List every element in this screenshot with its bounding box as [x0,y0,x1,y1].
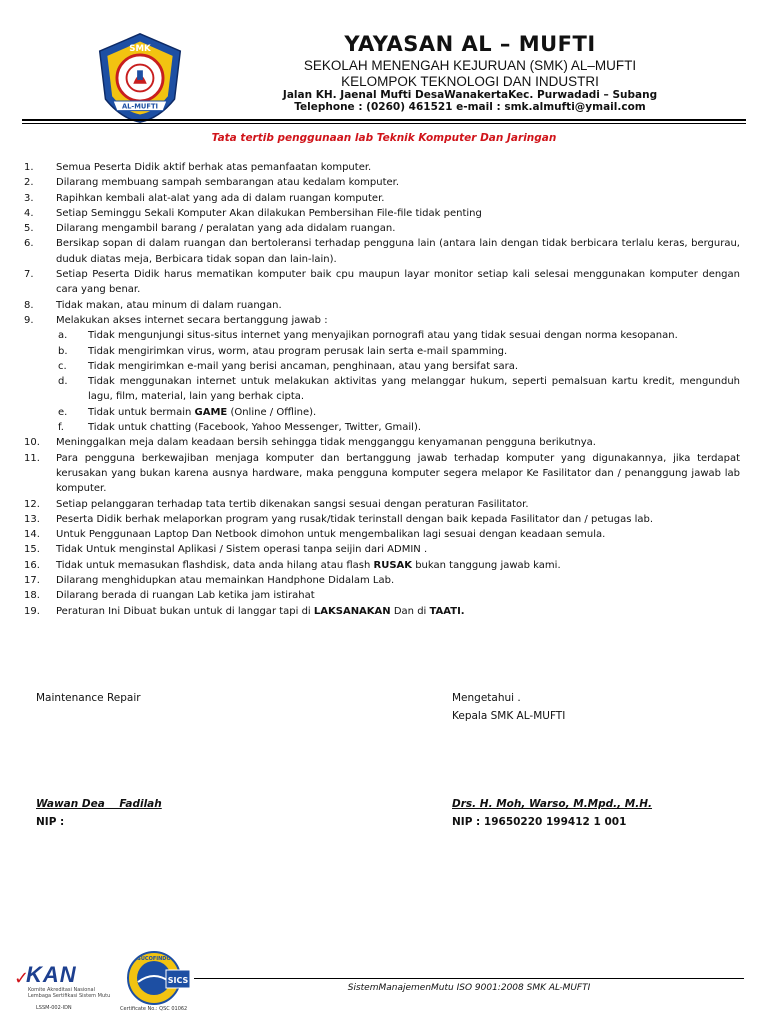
list-number: 2. [24,177,34,189]
list-item [24,435,740,450]
sub-list-letter: e. [58,406,68,418]
school-address: Jalan KH. Jaenal Mufti DesaWanakertaKec. Purwadadi – Subang [282,89,658,102]
list-text: Dilarang berada di ruangan Lab ketika jam istirahat [56,590,315,602]
list-text: Para pengguna berkewajiban menjaga komputer dan bertanggung jawab terhadap komputer yang digunakannya, jika terdapat kerusakan yang bukan karena ausnya hardware, maka pengguna komputer segera melapor Ke Fasilitator dan / penanggung jawab lab komputer. [56,452,740,495]
kan-logo-text: KAN [26,962,77,987]
rules-list [24,160,740,619]
list-item [24,267,740,298]
list-number: 13. [24,513,40,525]
list-item [24,221,740,236]
list-number: 1. [24,162,34,173]
list-text: Melakukan akses internet secara bertanggung jawab : [56,314,328,326]
sub-list-item [24,405,740,420]
sub-list-item [24,359,740,374]
emphasis-text: GAME [194,406,228,418]
sub-list-letter: f. [58,422,64,434]
list-text: Meninggalkan meja dalam keadaan bersih sehingga tidak mengganggu kenyamanan pengguna berikutnya. [56,437,596,449]
left-signatory-name: Wawan Dea Fadilah [36,798,162,810]
check-icon: ✓ [14,968,30,989]
list-text: Setiap Seminggu Sekali Komputer Akan dilakukan Pembersihan File-file tidak penting [56,207,482,219]
list-text: Tidak Untuk menginstal Aplikasi / Sistem operasi tanpa seijin dari ADMIN . [56,544,428,556]
list-item [24,160,740,175]
list-item [24,497,740,512]
list-number: 16. [24,559,40,571]
school-logo-icon [92,30,188,126]
list-text: Dilarang membuang sampah sembarangan atau kedalam komputer. [56,177,400,189]
logo-bottom-text: AL-MUFTI [121,102,159,111]
sub-list-text: Tidak untuk bermain [88,406,195,418]
school-group: KELOMPOK TEKNOLOGI DAN INDUSTRI [341,73,599,89]
sub-list-text: Tidak mengunjungi situs-situs internet yang menyajikan pornografi atau yang tidak sesuai dengan norma kesopanan. [88,330,678,342]
list-item [24,527,740,542]
sub-list-item [24,344,740,359]
list-text: Dilarang mengambil barang / peralatan yang ada didalam ruangan. [56,223,396,235]
sub-list-text: Tidak mengirimkan e-mail yang berisi ancaman, penghinaan, atau yang bersifat sara. [88,360,519,372]
sub-list-text: Tidak mengirimkan virus, worm, atau program perusak lain serta e-mail spamming. [88,345,508,357]
list-text: Setiap Peserta Didik harus mematikan komputer baik cpu maupun layar monitor setiap kali selesai menggunakan komputer dengan cara yang benar. [56,269,740,296]
header-divider-thick [22,119,746,121]
list-item [24,191,740,206]
right-signatory-role: Kepala SMK AL-MUFTI [452,710,566,722]
sucofindo-text: SUCOFINDO [137,956,171,962]
sub-list-text: Tidak menggunakan internet untuk melakukan aktivitas yang melanggar hukum, seperti pemalsuan kartu kredit, mengunduh lagu, film, material, lain yang berhak cipta. [88,376,740,403]
sub-list-letter: b. [58,345,68,357]
list-number: 15. [24,544,40,556]
header-divider-thin [22,123,746,124]
list-text: Bersikap sopan di dalam ruangan dan bertoleransi terhadap pengguna lain (antara lain dengan tidak berbicara terlalu keras, bergurau, duduk diatas meja, Berbicara tidak sopan dan lain-lain). [56,238,740,265]
quality-system-text: SistemManajemenMutu ISO 9001:2008 SMK AL-MUFTI [347,983,591,993]
kan-subtitle-2: Lembaga Sertifikasi Sistem Mutu [28,993,111,999]
sub-list-letter: d. [58,376,68,388]
kan-logo [14,962,124,1012]
foundation-name: YAYASAN AL – MUFTI [344,32,596,56]
list-text: Dilarang menghidupkan atau memainkan Handphone Didalam Lab. [56,575,395,587]
emphasis-text: LAKSANAKAN [313,605,391,617]
school-contact: Telephone : (0260) 461521 e-mail : smk.almufti@ymail.com [294,101,646,114]
sub-list-item [24,420,740,435]
sub-list-item [24,374,740,405]
right-signatory-nip: NIP : 19650220 199412 1 001 [452,816,627,828]
sub-list-letter: a. [58,330,68,342]
left-signatory-role: Maintenance Repair [36,692,141,704]
list-text: Untuk Penggunaan Laptop Dan Netbook dimohon untuk mengembalikan lagi sesuai dengan keadaan semula. [56,529,606,541]
list-item [24,588,740,603]
list-text: Peserta Didik berhak melaporkan program yang rusak/tidak terinstall dengan baik kepada Fasilitator dan / petugas lab. [56,513,654,525]
list-text: Semua Peserta Didik aktif berhak atas pemanfaatan komputer. [56,162,372,173]
list-text: Peraturan Ini Dibuat bukan untuk di langgar tapi di [56,605,314,617]
list-text: bukan tanggung jawab kami. [412,559,561,571]
sub-list-item [24,328,740,343]
logo-top-text: SMK [129,44,151,55]
list-item [24,604,740,619]
left-signatory-nip: NIP : [36,816,65,828]
sucofindo-seal-icon [124,950,194,1006]
list-number: 7. [24,269,34,281]
list-item [24,573,740,588]
list-text: Setiap pelanggaran terhadap tata tertib dikenakan sangsi sesuai dengan peraturan Fasilitator. [56,498,529,510]
footer-divider [194,978,744,979]
school-name: SEKOLAH MENENGAH KEJURUAN (SMK) AL–MUFTI [303,58,637,74]
list-number: 9. [24,314,34,326]
sub-list-text: (Online / Offline). [227,406,317,418]
certificate-number: Certificate No.: QSC 01062 [120,1006,188,1012]
letterhead [200,32,740,113]
list-number: 11. [24,452,40,464]
right-acknowledge-label: Mengetahui . [452,692,521,704]
list-number: 6. [24,238,34,250]
list-number: 19. [24,605,40,617]
list-number: 5. [24,223,34,235]
sics-text: SICS [167,976,189,985]
list-item [24,451,740,497]
list-number: 17. [24,575,40,587]
right-signatory-name: Drs. H. Moh, Warso, M.Mpd., M.H. [452,798,653,810]
list-number: 18. [24,590,40,602]
list-item [24,236,740,267]
list-item [24,298,740,313]
list-item [24,542,740,557]
list-number: 14. [24,529,40,541]
kan-code: LSSM-002-IDN [36,1005,72,1011]
sub-list-letter: c. [58,360,67,372]
list-item [24,175,740,190]
sub-list-text: Tidak untuk chatting (Facebook, Yahoo Messenger, Twitter, Gmail). [88,422,422,434]
list-number: 8. [24,299,34,311]
document-title: Tata tertib penggunaan lab Teknik Komputer Dan Jaringan [211,132,557,144]
emphasis-text: RUSAK [373,559,413,571]
list-text: Tidak untuk memasukan flashdisk, data anda hilang atau flash [56,559,374,571]
list-text: Tidak makan, atau minum di dalam ruangan. [56,299,282,311]
sucofindo-logo [120,950,194,1016]
list-item [24,512,740,527]
list-number: 3. [24,192,34,204]
list-item [24,313,740,328]
list-item [24,558,740,573]
list-text: Dan di [390,605,430,617]
list-text: Rapihkan kembali alat-alat yang ada di dalam ruangan komputer. [56,192,385,204]
list-number: 12. [24,498,40,510]
kan-subtitle: Komite Akreditasi Nasional [28,987,95,993]
list-item [24,206,740,221]
list-number: 10. [24,437,40,449]
emphasis-text: TAATI. [429,605,465,617]
list-number: 4. [24,207,34,219]
